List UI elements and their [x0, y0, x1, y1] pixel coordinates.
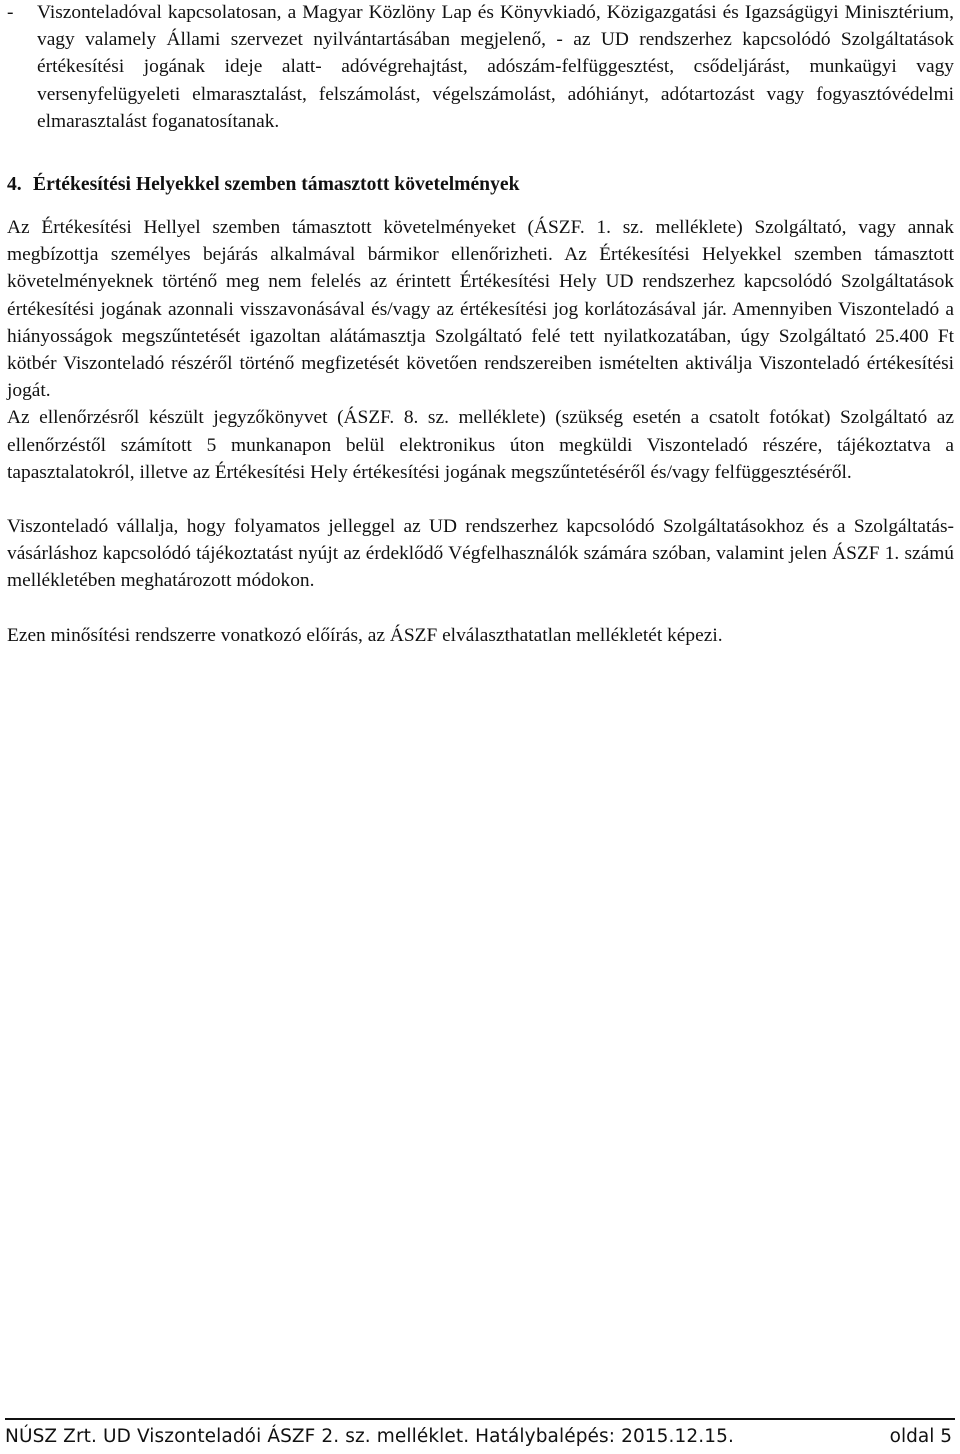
footer-divider: [5, 1418, 955, 1420]
document-page: [7, 0, 954, 649]
section-number: 4.: [7, 174, 22, 196]
page-footer: [0, 1418, 960, 1454]
paragraph-protocol: Az ellenőrzésről készült jegyzőkönyvet (ÁSZF. 8. sz. melléklete) (szükség esetén a csatolt fotókat) Szolgáltató az ellenőrzéstől számított 5 munkanapon belül elektronikus úton megküldi Viszonteladó részére, tájékoztatva a tapasztalatokról, illetve az Értékesítési Hely értékesítési jogának megszűntetéséről és/vagy felfüggesztéséről.: [7, 407, 954, 483]
section-title: Értékesítési Helyekkel szemben támasztott követelmények: [33, 174, 520, 196]
paragraph-requirements: Az Értékesítési Hellyel szemben támasztott követelményeket (ÁSZF. 1. sz. melléklete) Szolgáltató, vagy annak megbízottja személyes bejárás alkalmával bármikor ellenőrizheti. Az Értékesítési Helyekkel szemben támasztott követelményeknek történő meg nem felelés az érintett Értékesítési Hely UD rendszerhez kapcsolódó Szolgáltatások értékesítési jogának azonnali visszavonásával és/vagy az értékesítési jog korlátozásával jár. Amennyiben Viszonteladó a hiányosságok megszűntetését igazoltan alátámasztja Szolgáltató felé tett nyilatkozatában, úgy Szolgáltató 25.400 Ft kötbér Viszonteladó részéről történő megfizetését követően rendszereiben ismételten aktiválja Viszonteladó értékesítési jogát.: [7, 217, 954, 402]
paragraph-annex: Ezen minősítési rendszerre vonatkozó előírás, az ÁSZF elválaszthatatlan mellékletét képezi.: [7, 624, 723, 646]
bullet-paragraph-text: Viszonteladóval kapcsolatosan, a Magyar Közlöny Lap és Könyvkiadó, Közigazgatási és Igazságügyi Minisztérium, vagy valamely Állami szervezet nyilvántartásában megjelenő, - az UD rendszerhez kapcsolódó Szolgáltatások értékesítési jogának ideje alatt- adóvégrehajtást, adószám-felfüggesztést, csődeljárást, munkaügyi vagy versenyfelügyeleti elmarasztalást, felszámolást, végelszámolást, adóhiányt, adótartozást vagy fogyasztóvédelmi elmarasztalást foganatosítanak.: [37, 2, 954, 132]
bullet-paragraph: [7, 0, 954, 135]
section-heading: [7, 172, 954, 198]
bullet-dash: -: [7, 2, 14, 23]
footer-page-number: oldal 5: [889, 1426, 952, 1447]
footer-document-info: NÚSZ Zrt. UD Viszonteladói ÁSZF 2. sz. melléklet. Hatálybalépés: 2015.12.15.: [5, 1426, 734, 1447]
paragraph-information: Viszonteladó vállalja, hogy folyamatos jelleggel az UD rendszerhez kapcsolódó Szolgáltatásokhoz és a Szolgáltatás-vásárláshoz kapcsolódó tájékoztatást nyújt az érdeklődő Végfelhasználók számára szóban, valamint jelen ÁSZF 1. számú mellékletében meghatározott módokon.: [7, 516, 954, 592]
